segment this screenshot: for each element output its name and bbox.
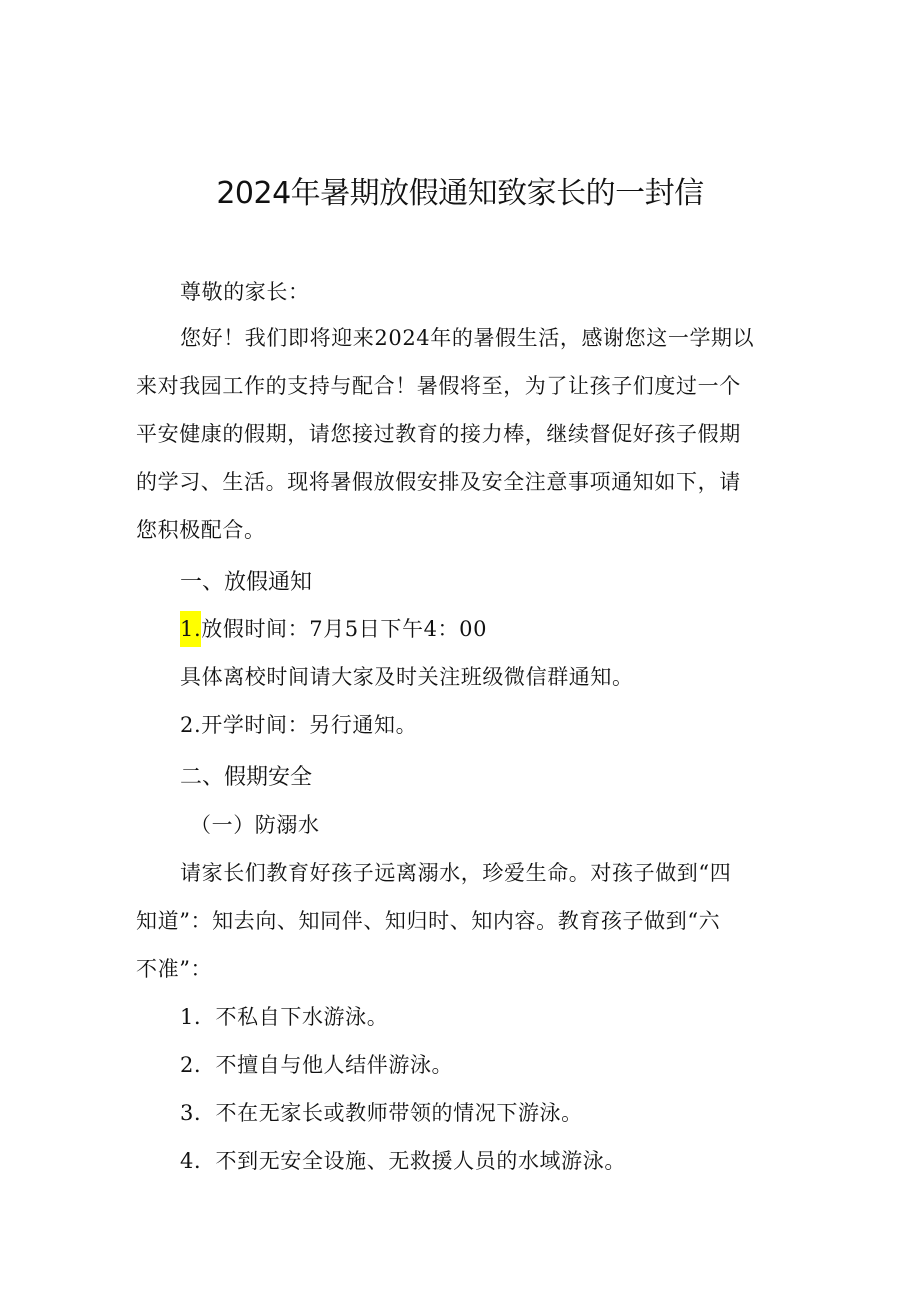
- holiday-time-item: [180, 614, 487, 644]
- intro-line-1: 您好！我们即将迎来2024年的暑假生活，感谢您这一学期以: [180, 326, 755, 350]
- rule-item-3: 3．不在无家长或教师带领的情况下游泳。: [180, 1101, 583, 1125]
- rule-item-1: 1．不私自下水游泳。: [180, 1005, 389, 1029]
- intro-line-4: 的学习、生活。现将暑假放假安排及安全注意事项通知如下，请: [136, 470, 741, 494]
- holiday-time-text: 放假时间：7月5日下午4：00: [201, 617, 488, 641]
- intro-line-2: 来对我园工作的支持与配合！暑假将至，为了让孩子们度过一个: [136, 374, 741, 398]
- section-heading-holiday-safety: 二、假期安全: [180, 765, 313, 790]
- intro-line-3: 平安健康的假期，请您接过教育的接力棒，继续督促好孩子假期: [136, 422, 741, 446]
- rule-item-4: 4．不到无安全设施、无救援人员的水域游泳。: [180, 1149, 626, 1173]
- salutation: 尊敬的家长：: [180, 280, 310, 304]
- drowning-line-3: 不准”：: [136, 957, 213, 981]
- section-heading-holiday-notice: 一、放假通知: [180, 570, 313, 595]
- page-title: 2024年暑期放假通知致家长的一封信: [216, 176, 704, 211]
- intro-line-5: 您积极配合。: [136, 518, 266, 542]
- school-start-item: 2.开学时间：另行通知。: [180, 713, 418, 737]
- highlighted-item-number: 1.: [180, 611, 201, 647]
- rule-item-2: 2．不擅自与他人结伴游泳。: [180, 1053, 454, 1077]
- subsection-heading-drowning: （一）防溺水: [190, 813, 320, 837]
- drowning-line-2: 知道”：知去向、知同伴、知归时、知内容。教育孩子做到“六: [136, 909, 721, 933]
- leave-time-note: 具体离校时间请大家及时关注班级微信群通知。: [180, 665, 634, 689]
- drowning-line-1: 请家长们教育好孩子远离溺水，珍爱生命。对孩子做到“四: [180, 861, 732, 885]
